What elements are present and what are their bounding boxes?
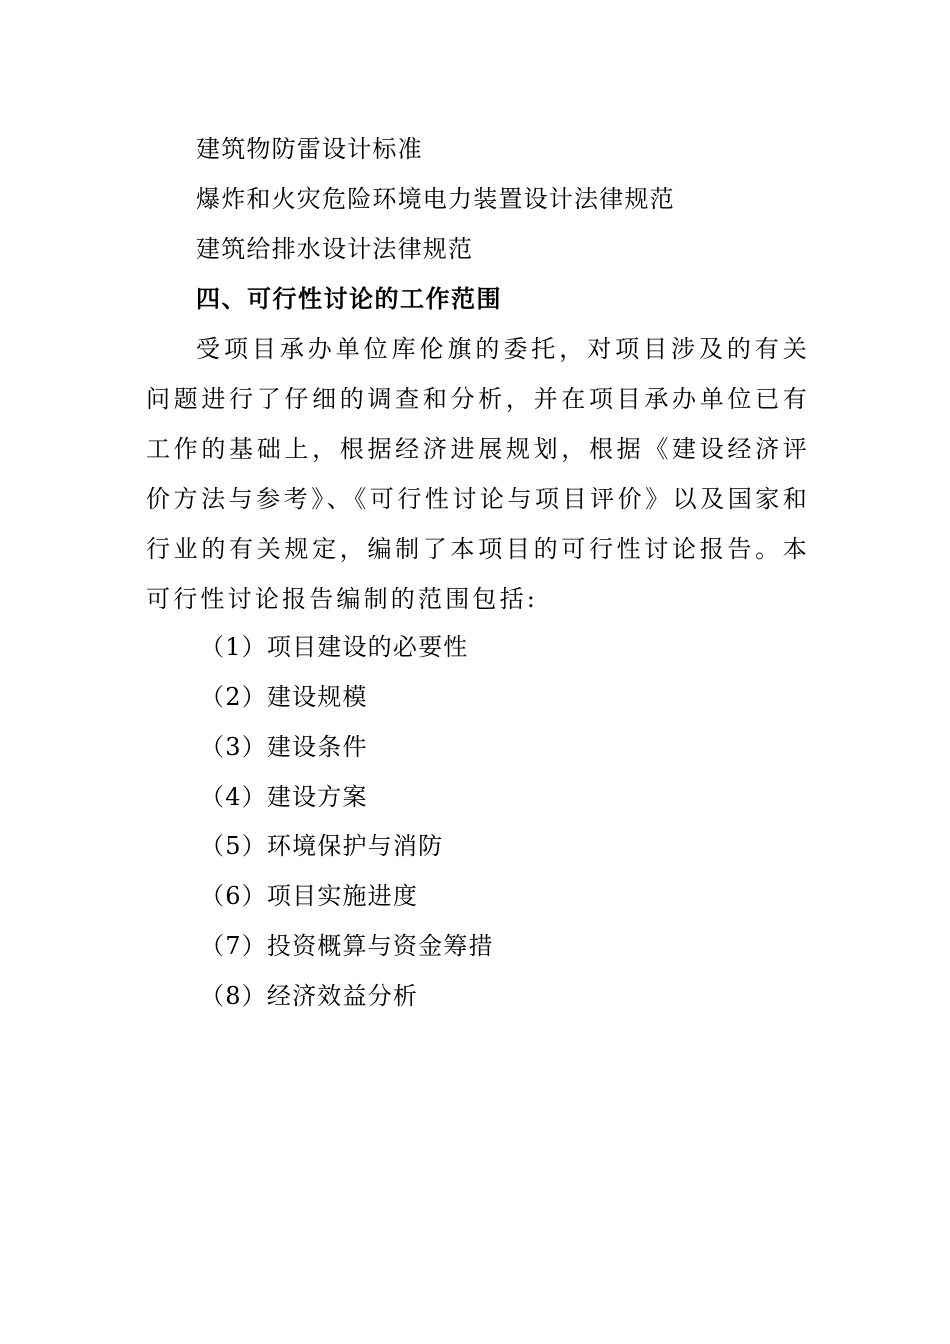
scope-item-2: （2）建设规模 [200, 683, 368, 711]
scope-item-1: （1）项目建设的必要性 [200, 633, 469, 661]
scope-item-5: （5）环境保护与消防 [200, 832, 444, 860]
scope-item-8: （8）经济效益分析 [200, 982, 419, 1010]
scope-item-6: （6）项目实施进度 [200, 882, 419, 910]
scope-paragraph: 受项目承办单位库伦旗的委托，对项目涉及的有关问题进行了仔细的调查和分析，并在项目承办单位已有工作的基础上，根据经济进展规划，根据《建设经济评价方法与参考》、《可行性讨论与项目评价》以及国家和行业的有关规定，编制了本项目的可行性讨论报告。本可行性讨论报告编制的范围包括: [146, 335, 810, 613]
scope-item-3: （3）建设条件 [200, 733, 368, 761]
reference-line-1: 建筑物防雷设计标准 [196, 135, 423, 163]
scope-item-7: （7）投资概算与资金筹措 [200, 932, 494, 960]
scope-item-4: （4）建设方案 [200, 783, 368, 811]
reference-line-3: 建筑给排水设计法律规范 [196, 235, 474, 263]
reference-line-2: 爆炸和火灾危险环境电力装置设计法律规范 [196, 185, 675, 213]
section-heading: 四、可行性讨论的工作范围 [196, 284, 502, 313]
